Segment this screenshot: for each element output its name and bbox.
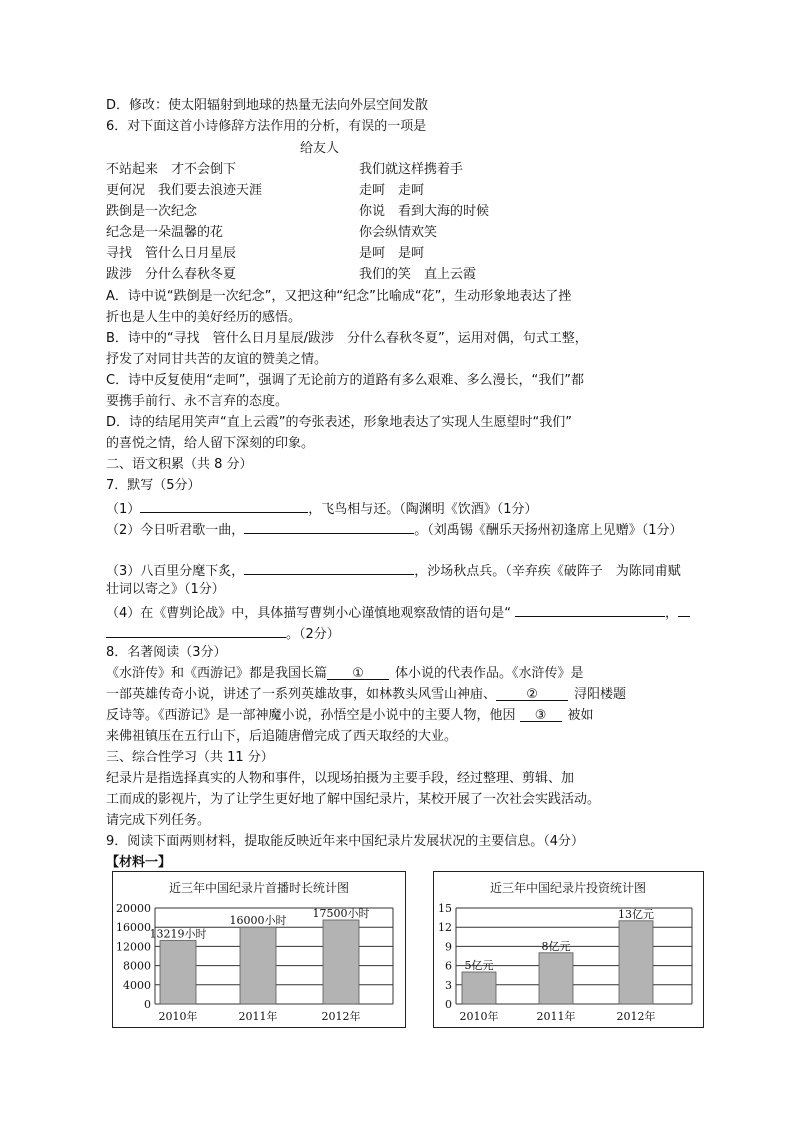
q7-2-blank[interactable] <box>244 519 414 534</box>
chart-title: 近三年中国纪录片首播时长统计图 <box>168 881 350 895</box>
data-label: 13219小时 <box>149 927 207 941</box>
poem-title: 给友人 <box>300 141 340 156</box>
chart-investment-frame <box>433 871 704 1028</box>
q8-line-3 <box>106 707 594 725</box>
q7-item-4 <box>106 602 690 623</box>
q7-4-blank-1b[interactable] <box>678 602 690 617</box>
poem-left-line: 跌倒是一次纪念 <box>106 204 198 219</box>
y-tick-label: 0 <box>144 998 151 1011</box>
option-c: C．诗中反复使用“走呵”，强调了无论前方的道路有多么艰难、多么漫长，“我们”都 <box>106 373 585 388</box>
q7-4-prefix: （4）在《曹刿论战》中，具体描写曹刿小心谨慎地观察敌情的语句是“ <box>106 606 512 621</box>
x-tick-label: 2012年 <box>616 1010 656 1023</box>
q8-2-text-b: 浔阳楼题 <box>574 687 627 702</box>
q7-item-2 <box>106 519 683 540</box>
poem-left-line: 不站起来 才不会倒下 <box>106 162 237 177</box>
poem-right-line: 我们就这样携着手 <box>359 162 464 177</box>
q8-3-text: 反诗等。《西游记》是一部神魔小说，孙悟空是小说中的主要人物，他因 <box>106 708 516 723</box>
y-tick-label: 16000 <box>116 921 151 935</box>
q7-3-suffix: ，沙场秋点兵。（辛弃疾《破阵子 为陈同甫赋 <box>414 564 681 579</box>
data-label: 5亿元 <box>464 959 494 972</box>
option-d-cont: 的喜悦之情，给人留下深刻的印象。 <box>106 436 315 451</box>
y-tick-label: 6 <box>445 959 452 973</box>
q8-blank-3[interactable]: ③ <box>520 707 562 722</box>
y-tick-label: 15 <box>438 902 452 915</box>
q7-item-3-cont: 壮词以寄之》（1分） <box>106 582 225 597</box>
bar-2011年 <box>240 927 276 1004</box>
answer-d-revision: D．修改：使太阳辐射到地球的热量无法向外层空间发散 <box>106 98 429 113</box>
q7-item-3 <box>106 560 681 581</box>
poem-right-line: 是呵 是呵 <box>359 246 425 261</box>
q7-2-prefix: （2）今日听君歌一曲， <box>106 523 245 538</box>
q8-line-4: 来佛祖镇压在五行山下，后追随唐僧完成了西天取经的大业。 <box>106 729 458 744</box>
section-2-heading: 二、语文积累（共 8 分） <box>106 457 253 472</box>
q7-1-suffix: ，飞鸟相与还。（陶渊明《饮酒》（1分） <box>308 502 538 517</box>
y-tick-label: 20000 <box>116 902 151 915</box>
q7-3-prefix: （3）八百里分麾下炙， <box>106 564 245 579</box>
poem-right-line: 你会纵情欢笑 <box>359 225 438 240</box>
x-tick-label: 2010年 <box>459 1010 499 1023</box>
bar-2010年 <box>160 941 196 1004</box>
chart-title: 近三年中国纪录片投资统计图 <box>489 881 647 895</box>
q7-1-blank[interactable] <box>140 498 308 513</box>
chart-broadcast-hours <box>113 872 405 1027</box>
poem-left-line: 更何况 我们要去浪迹天涯 <box>106 183 263 198</box>
chart-broadcast-hours-frame <box>112 871 406 1028</box>
q7-2-suffix: 。（刘禹锡《酬乐天扬州初逢席上见赠》（1分） <box>414 523 683 538</box>
poem-left-line: 寻找 管什么日月星辰 <box>106 246 237 261</box>
q7-4-blank-1[interactable] <box>515 602 665 617</box>
q8-line-1 <box>106 665 584 683</box>
poem-right-line: 走呵 走呵 <box>359 183 425 198</box>
y-tick-label: 0 <box>445 998 452 1011</box>
question-6: 6．对下面这首小诗修辞方法作用的分析，有误的一项是 <box>106 119 427 134</box>
q7-item-1 <box>106 498 538 519</box>
data-label: 17500小时 <box>312 907 370 920</box>
question-9: 9．阅读下面两则材料，提取能反映近年来中国纪录片发展状况的主要信息。（4分） <box>106 834 585 849</box>
x-tick-label: 2011年 <box>536 1010 576 1023</box>
q7-3-blank[interactable] <box>244 560 414 575</box>
q7-4-suffix: 。（2分） <box>286 627 340 642</box>
option-a: A．诗中说“跌倒是一次纪念”，又把这种“纪念”比喻成“花”，生动形象地表达了挫 <box>106 289 572 304</box>
q7-1-prefix: （1） <box>106 502 141 517</box>
y-tick-label: 3 <box>445 978 452 992</box>
q7-item-4-cont <box>106 623 340 644</box>
bar-2012年 <box>619 921 653 1004</box>
intro-para-3: 请完成下列任务。 <box>106 813 211 828</box>
data-label: 16000小时 <box>229 914 287 928</box>
y-tick-label: 8000 <box>123 959 151 973</box>
section-3-heading: 三、综合性学习（共 11 分） <box>106 750 274 765</box>
chart-investment <box>434 872 703 1027</box>
q7-4-blank-2[interactable] <box>106 623 286 638</box>
q8-blank-2[interactable]: ② <box>496 686 568 701</box>
data-label: 13亿元 <box>618 907 654 921</box>
material-1-label: 【材料一】 <box>106 855 172 870</box>
x-tick-label: 2010年 <box>158 1010 198 1023</box>
bar-2012年 <box>323 920 359 1004</box>
option-b-cont: 抒发了对同甘共苦的友谊的赞美之情。 <box>106 352 328 367</box>
q8-2-text: 一部英雄传奇小说，讲述了一系列英雄故事，如林教头风雪山神庙、 <box>106 687 497 702</box>
q8-3-text-b: 被如 <box>567 708 594 723</box>
question-8: 8．名著阅读（3分） <box>106 645 227 660</box>
y-tick-label: 4000 <box>123 978 151 992</box>
data-label: 8亿元 <box>541 939 571 953</box>
q8-blank-1[interactable]: ① <box>327 665 389 680</box>
intro-para-1: 纪录片是指选择真实的人物和事件，以现场拍摄为主要手段，经过整理、剪辑、加 <box>106 771 575 786</box>
poem-right-line: 你说 看到大海的时候 <box>359 204 490 219</box>
y-tick-label: 12 <box>438 921 452 935</box>
option-a-cont: 折也是人生中的美好经历的感悟。 <box>106 310 302 325</box>
question-7: 7．默写（5分） <box>106 478 201 493</box>
bar-2010年 <box>462 972 496 1004</box>
poem-right-line: 我们的笑 直上云霞 <box>359 267 477 282</box>
poem-left-line: 跋涉 分什么春秋冬夏 <box>106 267 237 282</box>
option-d: D．诗的结尾用笑声“直上云霞”的夸张表述，形象地表达了实现人生愿望时“我们” <box>106 415 572 430</box>
x-tick-label: 2012年 <box>321 1010 361 1023</box>
y-tick-label: 12000 <box>116 940 151 954</box>
y-tick-label: 9 <box>445 940 452 954</box>
q8-1-text-b: 体小说的代表作品。《水浒传》是 <box>395 666 584 681</box>
q7-4-comma: ， <box>665 606 679 621</box>
intro-para-2: 工而成的影视片，为了让学生更好地了解中国纪录片，某校开展了一次社会实践活动。 <box>106 792 601 807</box>
option-c-cont: 要携手前行、永不言弃的态度。 <box>106 394 289 409</box>
poem-left-line: 纪念是一朵温馨的花 <box>106 225 224 240</box>
q8-line-2 <box>106 686 626 704</box>
x-tick-label: 2011年 <box>238 1010 278 1023</box>
bar-2011年 <box>539 953 573 1004</box>
q8-1-text: 《水浒传》和《西游记》都是我国长篇 <box>106 666 328 681</box>
option-b: B．诗中的“寻找 管什么日月星辰/跋涉 分什么春秋冬夏”，运用对偶，句式工整， <box>106 331 588 346</box>
